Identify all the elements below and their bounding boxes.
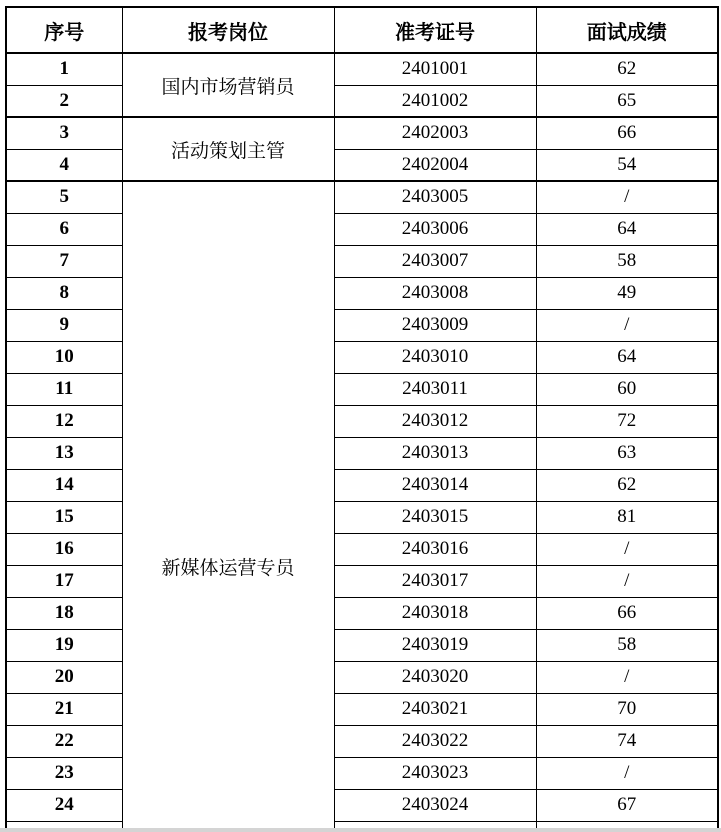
table-row [6,469,718,501]
table-row [6,309,718,341]
cell-score: 62 [536,53,718,85]
cell-score: 64 [536,213,718,245]
table-row [6,181,718,213]
cell-score: 70 [536,693,718,725]
cell-score: 49 [536,277,718,309]
cell-score: 65 [536,85,718,117]
cell-score: 63 [536,437,718,469]
screenshot-bottom-edge-strip [0,828,721,832]
cell-ticket: 2403012 [334,405,536,437]
table-row [6,693,718,725]
cell-ticket: 2403011 [334,373,536,405]
table-row [6,757,718,789]
cell-ticket: 2403023 [334,757,536,789]
table-row [6,629,718,661]
cell-score: / [536,309,718,341]
cell-ticket: 2403008 [334,277,536,309]
header-cell-no: 序号 [6,7,122,53]
cell-score: 74 [536,725,718,757]
cell-ticket: 2403014 [334,469,536,501]
cell-position-group1: 国内市场营销员 [122,53,334,117]
cell-score: / [536,661,718,693]
cell-score: 81 [536,501,718,533]
cell-no: 20 [6,661,122,693]
table-row [6,85,718,117]
cell-ticket: 2403024 [334,789,536,821]
cell-no: 4 [6,149,122,181]
cell-ticket: 2403006 [334,213,536,245]
cell-no: 12 [6,405,122,437]
table-row [6,501,718,533]
cell-score: 67 [536,789,718,821]
cell-score: 64 [536,341,718,373]
cell-ticket: 2403007 [334,245,536,277]
table-row [6,149,718,181]
cell-no: 8 [6,277,122,309]
cell-ticket: 2403019 [334,629,536,661]
cell-ticket: 2402003 [334,117,536,149]
cell-ticket: 2403015 [334,501,536,533]
cell-no: 16 [6,533,122,565]
cell-no: 1 [6,53,122,85]
cell-ticket: 2401002 [334,85,536,117]
cell-score: 60 [536,373,718,405]
cell-position-group3 [122,181,334,832]
cell-no: 13 [6,437,122,469]
table-row [6,117,718,149]
table-body [6,53,718,832]
table-row [6,341,718,373]
cell-ticket: 2403018 [334,597,536,629]
cell-no: 17 [6,565,122,597]
cell-no: 22 [6,725,122,757]
cell-ticket: 2403021 [334,693,536,725]
cell-ticket: 2403005 [334,181,536,213]
cell-ticket: 2403009 [334,309,536,341]
table-row [6,277,718,309]
cell-no: 2 [6,85,122,117]
cell-ticket: 2403010 [334,341,536,373]
cell-ticket: 2402004 [334,149,536,181]
cell-no: 7 [6,245,122,277]
position-group3-label: 新媒体运营专员 [161,558,295,579]
cell-ticket: 2403013 [334,437,536,469]
table-header [6,7,718,53]
cell-no: 21 [6,693,122,725]
table-row [6,789,718,821]
table-row [6,245,718,277]
cell-score: / [536,181,718,213]
cell-score: / [536,565,718,597]
cell-score: 72 [536,405,718,437]
cell-no: 6 [6,213,122,245]
cell-ticket: 2403016 [334,533,536,565]
cell-position-group2: 活动策划主管 [122,117,334,181]
cell-score: 66 [536,597,718,629]
header-cell-position: 报考岗位 [122,7,334,53]
cell-no: 24 [6,789,122,821]
cell-no: 10 [6,341,122,373]
cell-ticket: 2403022 [334,725,536,757]
table-row [6,661,718,693]
header-cell-score: 面试成绩 [536,7,718,53]
table-row [6,565,718,597]
table-row [6,213,718,245]
cell-no: 15 [6,501,122,533]
cell-ticket: 2403017 [334,565,536,597]
header-cell-ticket: 准考证号 [334,7,536,53]
table-row [6,533,718,565]
table-row [6,373,718,405]
cell-no: 19 [6,629,122,661]
cell-score: / [536,757,718,789]
cell-score: 58 [536,629,718,661]
cell-no: 9 [6,309,122,341]
table-row [6,597,718,629]
cell-no: 3 [6,117,122,149]
table-row [6,53,718,85]
table-row [6,725,718,757]
cell-no: 5 [6,181,122,213]
table-row [6,405,718,437]
cell-no: 14 [6,469,122,501]
cell-no: 18 [6,597,122,629]
cell-score: 58 [536,245,718,277]
cell-ticket: 2401001 [334,53,536,85]
table-row [6,437,718,469]
cell-score: / [536,533,718,565]
header-row [6,7,718,53]
cell-score: 66 [536,117,718,149]
interview-score-table [5,6,719,832]
cell-no: 23 [6,757,122,789]
cell-no: 11 [6,373,122,405]
cell-score: 54 [536,149,718,181]
cell-score: 62 [536,469,718,501]
cell-ticket: 2403020 [334,661,536,693]
